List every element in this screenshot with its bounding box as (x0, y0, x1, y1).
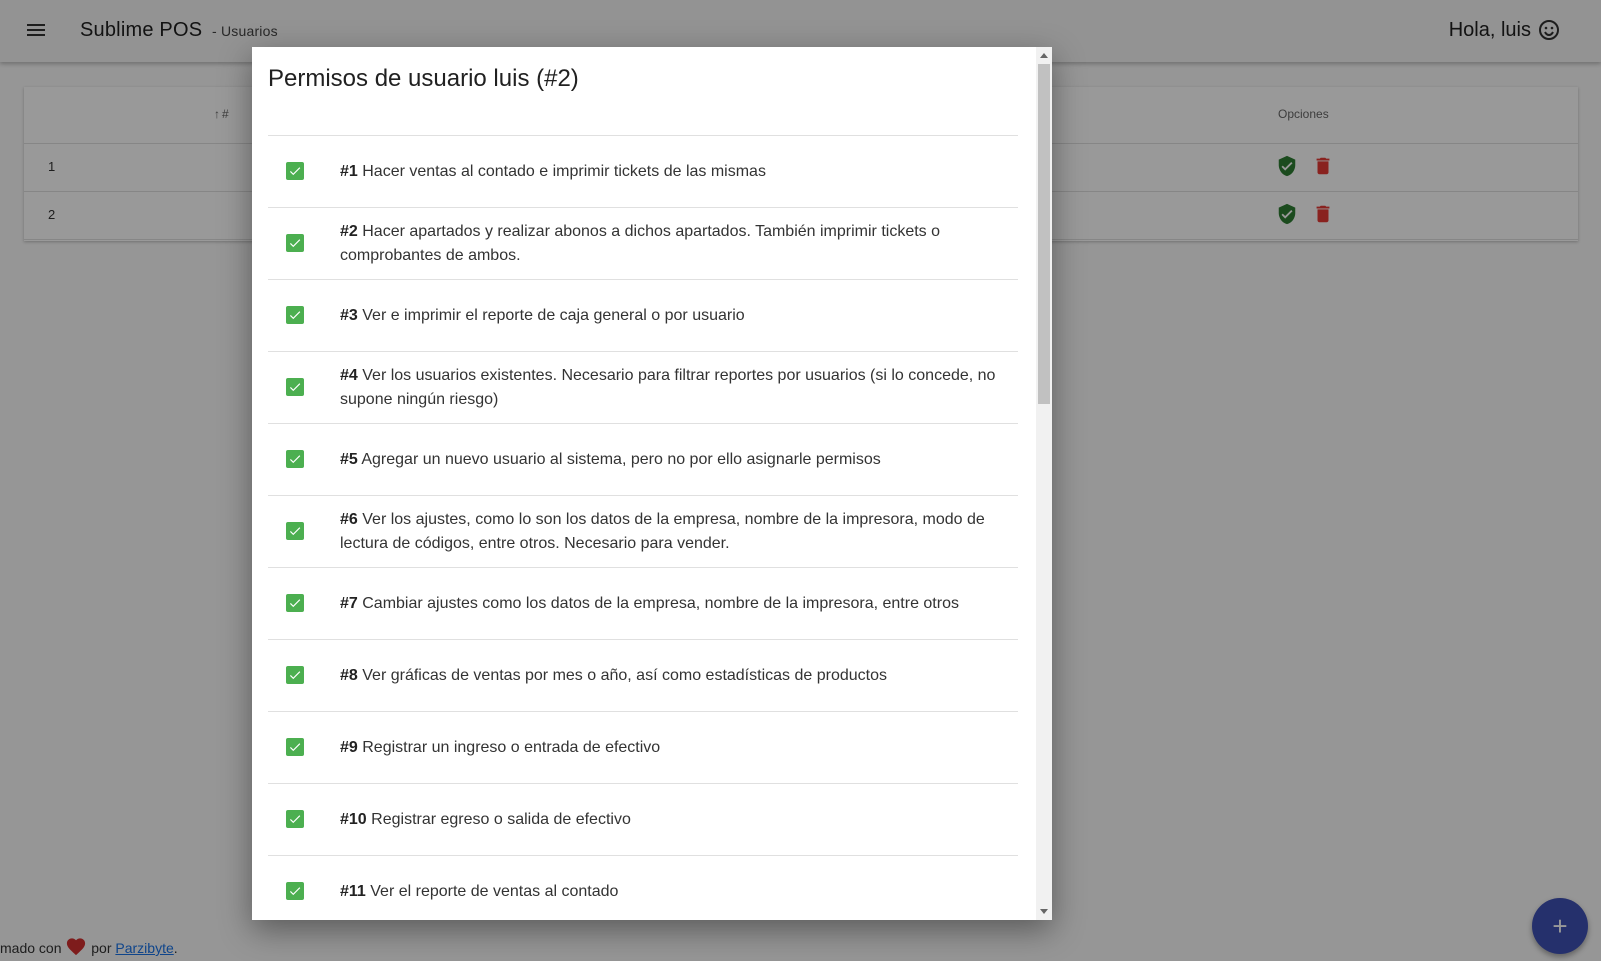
permission-checkbox[interactable] (286, 810, 304, 828)
check-icon (288, 380, 302, 394)
permission-number: #7 (340, 594, 358, 612)
permission-item[interactable] (268, 135, 1018, 207)
permission-item[interactable] (268, 207, 1018, 279)
permission-number: #5 (340, 450, 358, 468)
column-header-options: Opciones (1278, 107, 1329, 121)
permission-checkbox[interactable] (286, 162, 304, 180)
plus-icon: + (1552, 910, 1568, 941)
permission-checkbox[interactable] (286, 882, 304, 900)
check-icon (288, 236, 302, 250)
check-icon (288, 740, 302, 754)
permission-label (340, 448, 1006, 472)
column-header-id-label: # (222, 107, 229, 121)
permission-checkbox[interactable] (286, 306, 304, 324)
permission-number: #9 (340, 738, 358, 756)
permission-checkbox[interactable] (286, 738, 304, 756)
scroll-down-icon[interactable] (1040, 909, 1048, 914)
permission-number: #10 (340, 810, 367, 828)
greeting-text: Hola, luis (1448, 18, 1531, 41)
user-id-cell: 1 (48, 159, 56, 174)
check-icon (288, 308, 302, 322)
permissions-dialog (252, 47, 1052, 920)
app-section: - Usuarios (212, 23, 278, 39)
dialog-title: Permisos de usuario luis (#2) (268, 65, 579, 92)
permission-item[interactable] (268, 495, 1018, 567)
check-icon (288, 524, 302, 538)
permission-text: Registrar egreso o salida de efectivo (371, 810, 631, 828)
permission-label (340, 664, 1006, 688)
permission-text: Agregar un nuevo usuario al sistema, pero no por ello asignarle permisos (361, 450, 881, 468)
permission-label (340, 220, 1006, 268)
permission-text: Cambiar ajustes como los datos de la empresa, nombre de la impresora, entre otros (362, 594, 959, 612)
permission-text: Ver los usuarios existentes. Necesario para filtrar reportes por usuarios (si lo concede, no supone ningún riesgo) (340, 366, 996, 408)
permission-number: #3 (340, 306, 358, 324)
permission-label (340, 508, 1006, 556)
check-icon (288, 884, 302, 898)
permission-checkbox[interactable] (286, 234, 304, 252)
permission-label (340, 808, 1006, 832)
permission-label (340, 304, 1006, 328)
sort-arrow-up-icon: ↑ (214, 107, 220, 121)
permission-text: Ver el reporte de ventas al contado (370, 882, 619, 900)
permission-checkbox[interactable] (286, 522, 304, 540)
scroll-up-icon[interactable] (1040, 53, 1048, 58)
permission-checkbox[interactable] (286, 594, 304, 612)
permission-text: Ver los ajustes, como lo son los datos de la empresa, nombre de la impresora, modo de lectura de códigos, entre otros. Necesario para vender. (340, 510, 985, 552)
check-icon (288, 164, 302, 178)
permission-number: #2 (340, 222, 358, 240)
check-icon (288, 812, 302, 826)
dialog-scrollbar[interactable] (1036, 47, 1052, 920)
permission-text: Registrar un ingreso o entrada de efectivo (362, 738, 661, 756)
app-name: Sublime POS (80, 19, 203, 41)
permission-label (340, 364, 1006, 412)
permission-number: #8 (340, 666, 358, 684)
footer-by: por (91, 940, 112, 956)
user-id-cell: 2 (48, 207, 56, 222)
author-link[interactable]: Parzibyte (115, 940, 174, 956)
permission-item[interactable] (268, 351, 1018, 423)
check-icon (288, 596, 302, 610)
permission-label (340, 736, 1006, 760)
footer-suffix: . (173, 940, 178, 956)
permission-checkbox[interactable] (286, 450, 304, 468)
permission-number: #6 (340, 510, 358, 528)
permission-label (340, 592, 1006, 616)
check-icon (288, 668, 302, 682)
permission-item[interactable] (268, 639, 1018, 711)
permission-item[interactable] (268, 783, 1018, 855)
permission-text: Hacer ventas al contado e imprimir tickets de las mismas (362, 162, 766, 180)
scrollbar-thumb[interactable] (1038, 64, 1050, 404)
permission-label (340, 880, 1006, 904)
permission-item[interactable] (268, 567, 1018, 639)
permission-number: #4 (340, 366, 358, 384)
permission-checkbox[interactable] (286, 666, 304, 684)
check-icon (288, 452, 302, 466)
permission-number: #11 (340, 882, 366, 900)
permission-label (340, 160, 1006, 184)
permission-number: #1 (340, 162, 358, 180)
footer-prefix: mado con (0, 940, 62, 956)
permission-checkbox[interactable] (286, 378, 304, 396)
permissions-list (268, 135, 1018, 920)
permission-item[interactable] (268, 711, 1018, 783)
permission-text: Hacer apartados y realizar abonos a dichos apartados. También imprimir tickets o comprobantes de ambos. (340, 222, 941, 264)
permission-item[interactable] (268, 279, 1018, 351)
permission-item[interactable] (268, 855, 1018, 920)
permission-text: Ver e imprimir el reporte de caja general o por usuario (362, 306, 745, 324)
permission-text: Ver gráficas de ventas por mes o año, así como estadísticas de productos (362, 666, 887, 684)
permission-item[interactable] (268, 423, 1018, 495)
